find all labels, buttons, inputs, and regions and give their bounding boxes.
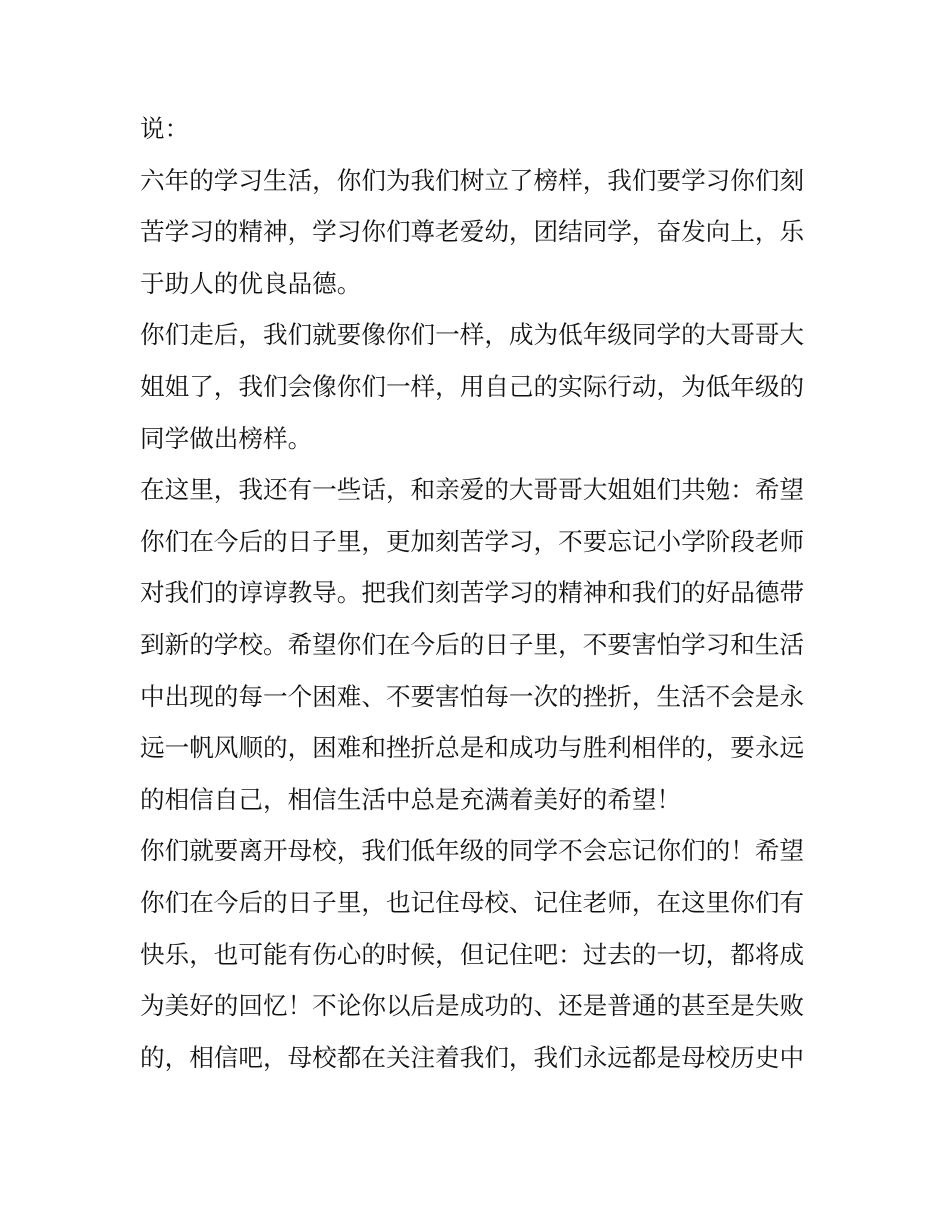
text-line-18: 为美好的回忆！不论你以后是成功的、还是普通的甚至是失败 [140,991,805,1021]
text-line-10: 对我们的谆谆教导。把我们刻苦学习的精神和我们的好品德带 [140,578,805,608]
text-line-19: 的，相信吧，母校都在关注着我们，我们永远都是母校历史中 [140,1042,805,1072]
body-text [140,103,815,1083]
text-line-16: 你们在今后的日子里，也记住母校、记住老师，在这里你们有 [140,887,805,917]
text-line-11: 到新的学校。希望你们在今后的日子里，不要害怕学习和生活 [140,629,805,659]
text-line-13: 远一帆风顺的，困难和挫折总是和成功与胜利相伴的，要永远 [140,733,805,763]
text-line-6: 姐姐了，我们会像你们一样，用自己的实际行动，为低年级的 [140,371,805,401]
text-line-7: 同学做出榜样。 [140,423,313,453]
text-line-15: 你们就要离开母校，我们低年级的同学不会忘记你们的！希望 [140,836,805,866]
text-line-14: 的相信自己，相信生活中总是充满着美好的希望！ [140,784,682,814]
text-line-5: 你们走后，我们就要像你们一样，成为低年级同学的大哥哥大 [140,320,805,350]
text-line-9: 你们在今后的日子里，更加刻苦学习，不要忘记小学阶段老师 [140,526,805,556]
text-line-12: 中出现的每一个困难、不要害怕每一次的挫折，生活不会是永 [140,681,805,711]
text-line-1: 说： [140,114,190,143]
text-line-3: 苦学习的精神，学习你们尊老爱幼，团结同学，奋发向上，乐 [140,217,805,247]
text-line-8: 在这里，我还有一些话，和亲爱的大哥哥大姐姐们共勉：希望 [140,475,805,505]
text-line-4: 于助人的优良品德。 [140,268,362,298]
text-line-17: 快乐，也可能有伤心的时候，但记住吧：过去的一切，都将成 [140,939,805,969]
text-line-2: 六年的学习生活，你们为我们树立了榜样，我们要学习你们刻 [140,165,805,195]
